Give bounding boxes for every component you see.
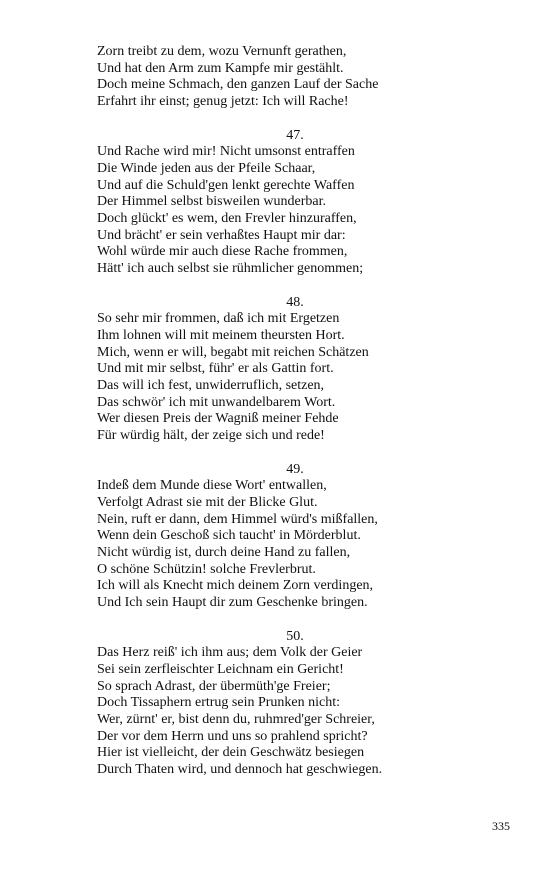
verse-line: Und auf die Schuld'gen lenkt gerechte Waffen xyxy=(97,177,355,193)
verse-line: Ich will als Knecht mich deinem Zorn verdingen, xyxy=(97,578,374,594)
stanza-number: 50. xyxy=(286,628,304,644)
verse-line: O schöne Schützin! solche Frevlerbrut. xyxy=(97,561,316,577)
verse-line: Mich, wenn er will, begabt mit reichen Schätzen xyxy=(97,344,369,360)
verse-line: Wenn dein Geschoß sich taucht' in Mörderblut. xyxy=(97,528,361,544)
verse-line: Zorn treibt zu dem, wozu Vernunft gerathen, xyxy=(97,44,347,59)
verse-line: Wer, zürnt' er, bist denn du, ruhmred'ger Schreier, xyxy=(97,712,375,727)
verse-line: Und Ich sein Haupt dir zum Geschenke bringen. xyxy=(97,595,368,611)
stanza-number: 48. xyxy=(286,294,304,310)
verse-line: Der vor dem Herrn und uns so prahlend spricht? xyxy=(97,728,368,744)
stanza-49 xyxy=(97,462,437,612)
stanza-48 xyxy=(97,295,437,445)
stanza-46-continued xyxy=(97,44,437,111)
verse-line: Durch Thaten wird, und dennoch hat geschwiegen. xyxy=(97,762,383,778)
verse-line: Hier ist vielleicht, der dein Geschwätz besiegen xyxy=(97,745,365,761)
stanza-50 xyxy=(97,629,437,779)
verse-line: Indeß dem Munde diese Wort' entwallen, xyxy=(97,478,327,494)
poem-body xyxy=(97,44,437,796)
verse-line: Das schwör' ich mit unwandelbarem Wort. xyxy=(97,394,336,410)
verse-line: Und brächt' er sein verhaßtes Haupt mir dar: xyxy=(97,227,346,243)
verse-line: Wer diesen Preis der Wagniß meiner Fehde xyxy=(97,411,339,427)
verse-line: Doch glückt' es wem, den Frevler hinzuraffen, xyxy=(97,211,357,226)
verse-line: So sprach Adrast, der übermüth'ge Freier; xyxy=(97,678,331,694)
verse-line: Das Herz reiß' ich ihm aus; dem Volk der Geier xyxy=(97,645,363,661)
verse-line: Die Winde jeden aus der Pfeile Schaar, xyxy=(97,160,316,176)
verse-line: Ihm lohnen will mit meinem theursten Hort. xyxy=(97,327,345,343)
verse-line: Und mit mir selbst, führ' er als Gattin fort. xyxy=(97,361,334,377)
page-number: 335 xyxy=(492,819,510,833)
verse-line: So sehr mir frommen, daß ich mit Ergetzen xyxy=(97,311,340,327)
verse-line: Erfahrt ihr einst; genug jetzt: Ich will Rache! xyxy=(97,94,349,110)
verse-line: Nicht würdig ist, durch deine Hand zu fallen, xyxy=(97,545,351,560)
verse-line: Hätt' ich auch selbst sie rühmlicher genommen; xyxy=(97,261,364,277)
stanza-number: 49. xyxy=(286,461,304,477)
verse-line: Doch meine Schmach, den ganzen Lauf der Sache xyxy=(97,77,379,93)
verse-line: Verfolgt Adrast sie mit der Blicke Glut. xyxy=(97,494,318,510)
verse-line: Und hat den Arm zum Kampfe mir gestählt. xyxy=(97,60,344,76)
stanza-47 xyxy=(97,128,437,278)
verse-line: Der Himmel selbst bisweilen wunderbar. xyxy=(97,194,327,210)
stanza-number: 47. xyxy=(286,127,304,143)
verse-line: Und Rache wird mir! Nicht umsonst entraffen xyxy=(97,144,355,160)
verse-line: Nein, ruft er dann, dem Himmel würd's mißfallen, xyxy=(97,511,378,527)
verse-line: Für würdig hält, der zeige sich und rede! xyxy=(97,428,325,444)
verse-line: Sei sein zerfleischter Leichnam ein Gericht! xyxy=(97,661,344,677)
verse-line: Doch Tissaphern ertrug sein Prunken nicht: xyxy=(97,695,341,711)
verse-line: Wohl würde mir auch diese Rache frommen, xyxy=(97,244,348,260)
verse-line: Das will ich fest, unwiderruflich, setzen, xyxy=(97,378,325,393)
